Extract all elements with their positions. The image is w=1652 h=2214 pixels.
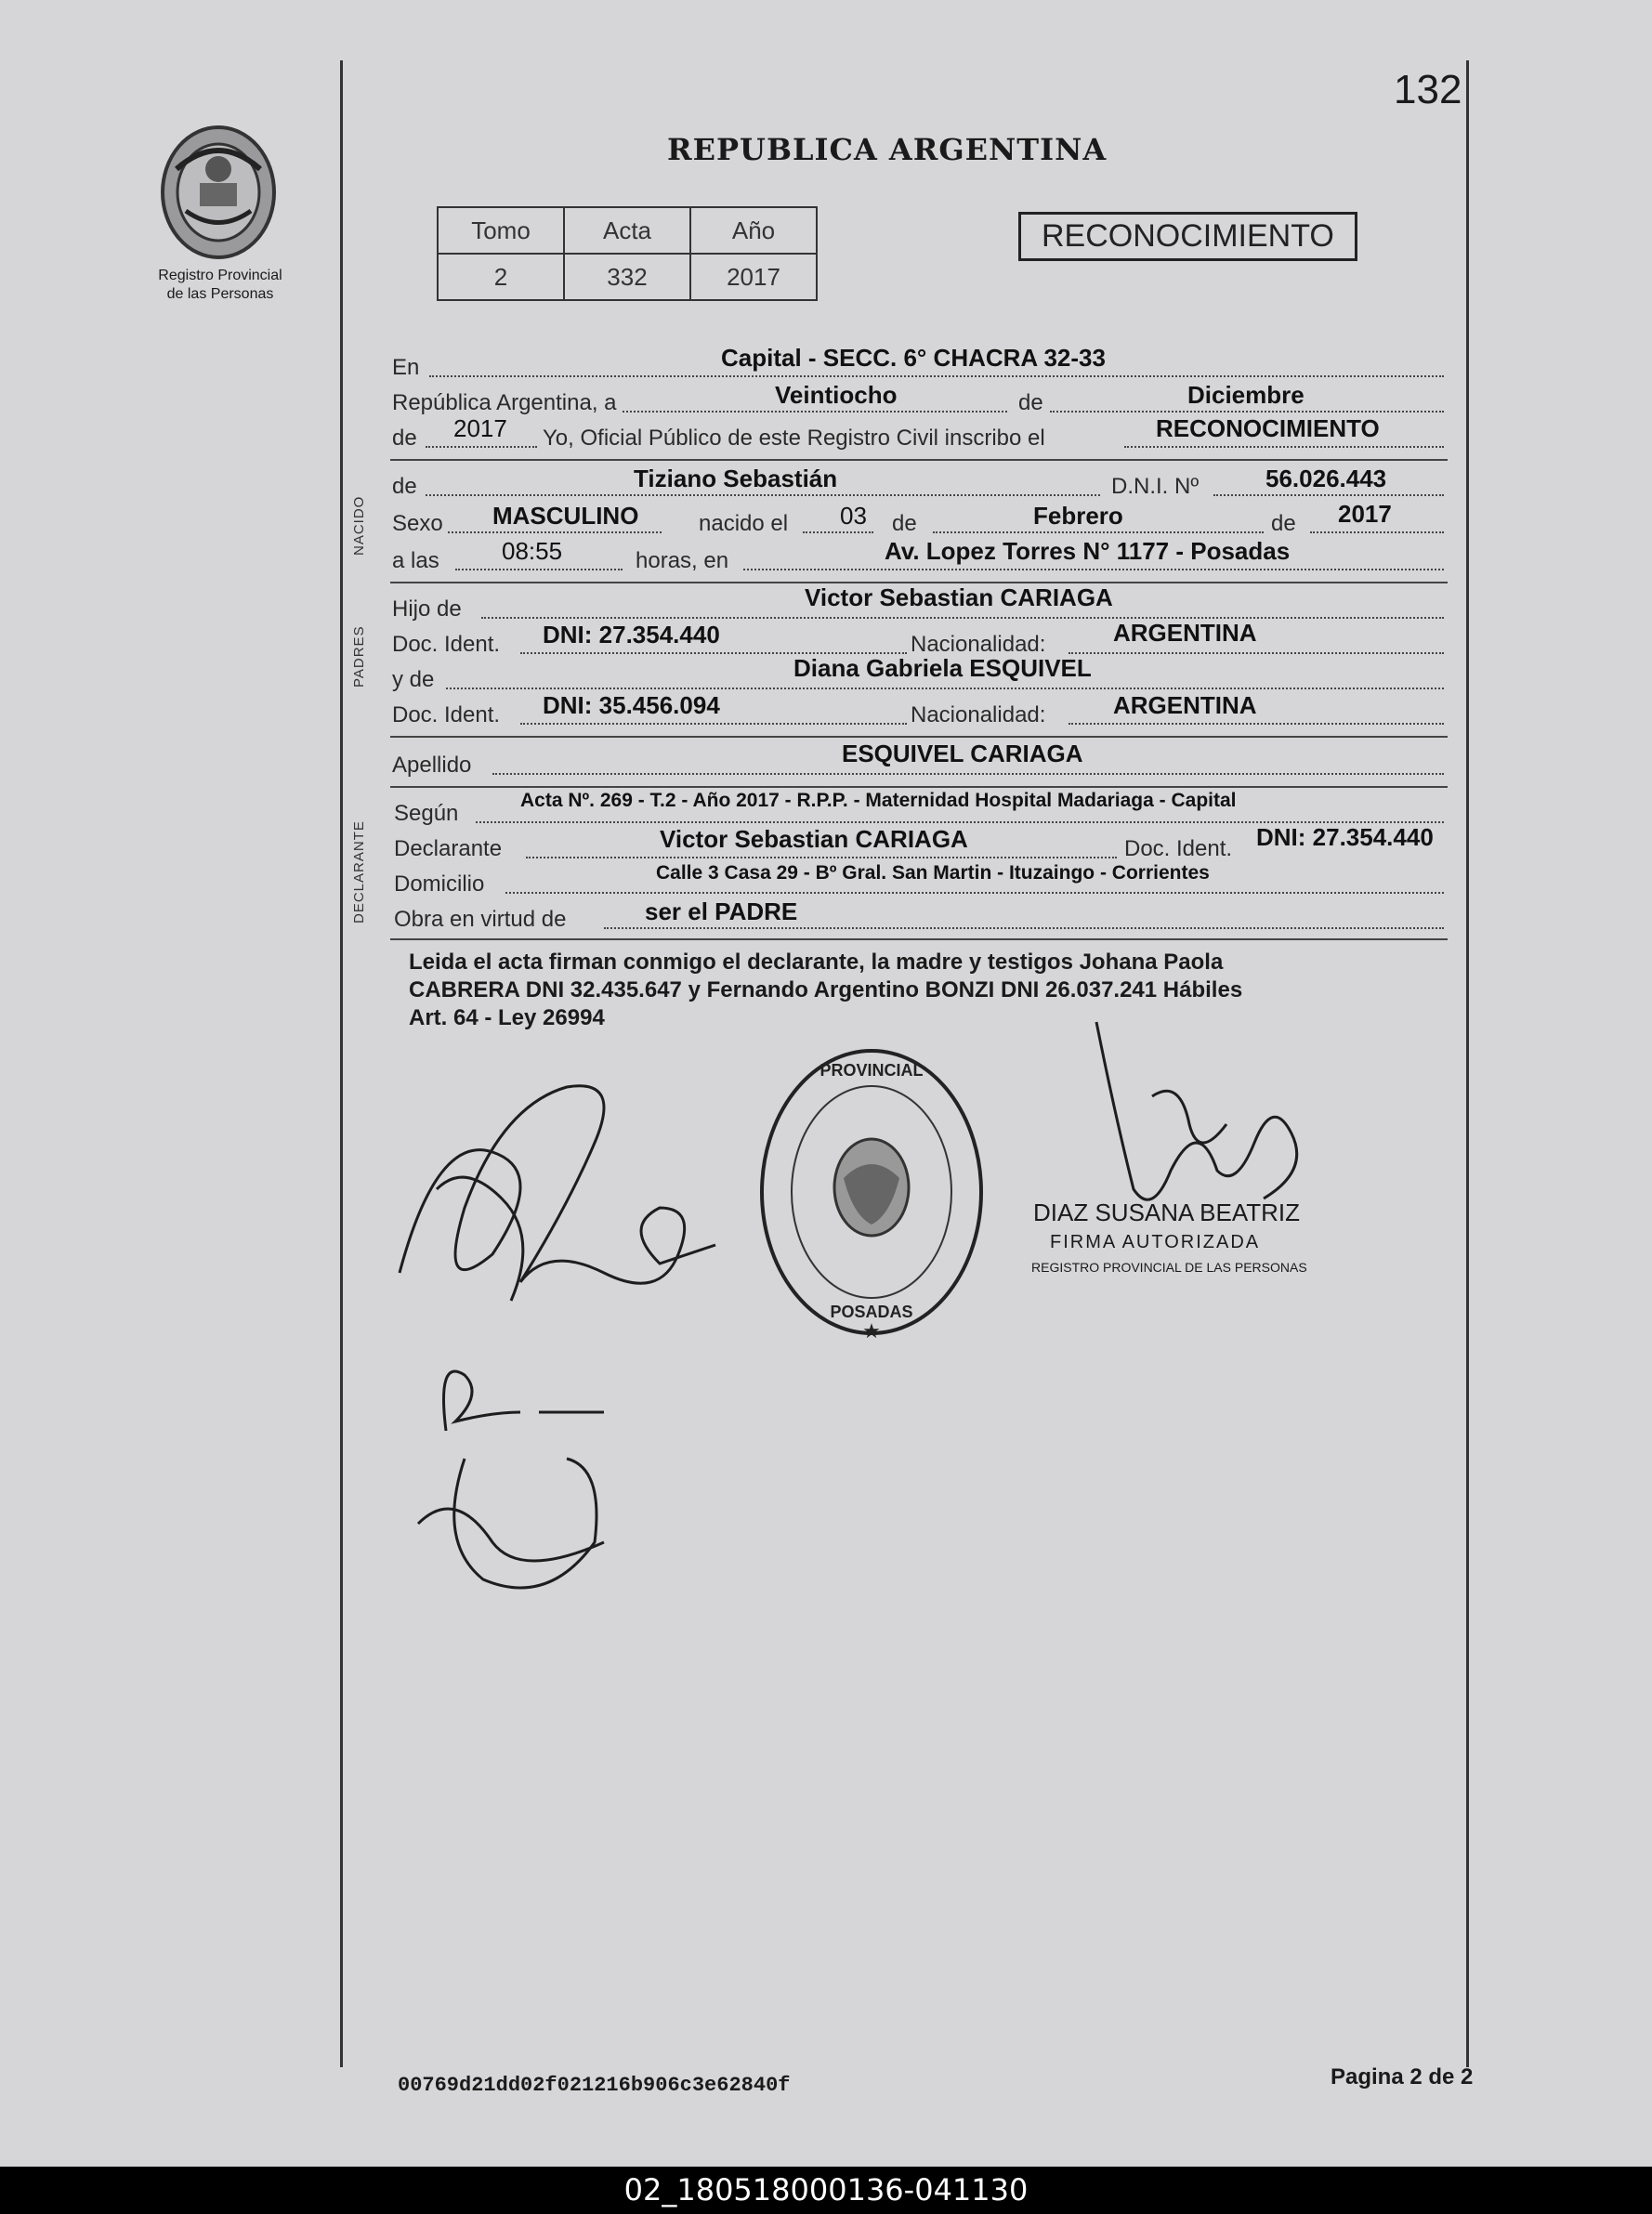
svg-text:★: ★: [862, 1319, 881, 1343]
dni-value: 56.026.443: [1265, 465, 1387, 492]
doc3-value: DNI: 27.354.440: [1256, 823, 1434, 851]
doc1-value: DNI: 27.354.440: [543, 621, 720, 648]
madre-dots: [446, 688, 1444, 689]
note-line-2: CABRERA DNI 32.435.647 y Fernando Argentino BONZI DNI 26.037.241 Hábiles: [409, 977, 1243, 1002]
en-label: En: [392, 355, 420, 380]
note-line-3: Art. 64 - Ley 26994: [409, 1005, 605, 1030]
divider-4: [390, 786, 1448, 788]
nac2-dots: [1069, 723, 1444, 725]
anio-value: 2017: [453, 414, 507, 442]
dni-dots: [1213, 494, 1444, 496]
nac-dia-value: 03: [840, 502, 867, 530]
table-header-acta: Acta: [564, 207, 690, 254]
hijo-label: Hijo de: [392, 596, 462, 622]
table-header-anio: Año: [690, 207, 817, 254]
en-dots: [429, 375, 1444, 377]
domicilio-dots: [505, 892, 1444, 894]
inscribo-label: Yo, Oficial Público de este Registro Civil inscribo el: [543, 426, 1045, 451]
segun-value: Acta Nº. 269 - T.2 - Año 2017 - R.P.P. - Maternidad Hospital Madariaga - Capital: [520, 790, 1237, 811]
section-label-padres: PADRES: [351, 625, 367, 688]
note-line-1: Leida el acta firman conmigo el declarante, la madre y testigos Johana Paola: [409, 950, 1224, 975]
coat-of-arms-icon: [149, 113, 288, 267]
divider-3: [390, 736, 1448, 738]
document-type-box: RECONOCIMIENTO: [1018, 212, 1357, 261]
left-margin-line: [340, 60, 343, 2067]
nac-dia-dots: [803, 531, 873, 533]
padre-value: Victor Sebastian CARIAGA: [805, 583, 1113, 611]
mes-dots: [1050, 411, 1444, 413]
nac2-label: Nacionalidad:: [911, 702, 1046, 727]
de5-label: de: [1271, 511, 1296, 536]
domicilio-value: Calle 3 Casa 29 - Bº Gral. San Martin - Ituzaingo - Corrientes: [656, 862, 1210, 884]
divider-5: [390, 938, 1448, 940]
logo-caption-line1: Registro Provincial: [158, 268, 282, 283]
de-label: de: [1018, 390, 1043, 415]
svg-text:POSADAS: POSADAS: [830, 1303, 913, 1321]
divider-1: [390, 459, 1448, 461]
doc1-label: Doc. Ident.: [392, 632, 501, 657]
registry-seal: [751, 1039, 992, 1345]
domicilio-label: Domicilio: [394, 871, 485, 897]
alas-label: a las: [392, 548, 439, 573]
record-table-header-row: [438, 207, 817, 254]
apellido-dots: [492, 773, 1444, 775]
inscribo-value: RECONOCIMIENTO: [1156, 414, 1380, 442]
document-hash: 00769d21dd02f021216b906c3e62840f: [398, 2074, 791, 2097]
nac-mes-dots: [933, 531, 1264, 533]
document-title: REPUBLICA ARGENTINA: [667, 132, 1108, 167]
table-value-tomo: 2: [438, 254, 564, 300]
file-id-bar: 02_180518000136-041130: [0, 2167, 1652, 2214]
declarante-signature: [381, 1022, 753, 1617]
de4-label: de: [892, 511, 917, 536]
de2-label: de: [392, 426, 417, 451]
right-margin-line: [1466, 60, 1469, 2067]
obra-value: ser el PADRE: [645, 897, 798, 925]
doc2-dots: [520, 723, 907, 725]
nac-mes-value: Febrero: [1033, 502, 1123, 530]
section-label-nacido: NACIDO: [351, 495, 367, 556]
nombre-dots: [426, 494, 1100, 496]
sexo-dots: [448, 531, 662, 533]
signatory-name: DIAZ SUSANA BEATRIZ: [1033, 1199, 1301, 1226]
republica-label: República Argentina, a: [392, 390, 617, 415]
doc3-label: Doc. Ident.: [1124, 836, 1233, 861]
table-value-acta: 332: [564, 254, 690, 300]
mes-value: Diciembre: [1187, 381, 1305, 409]
nac-anio-value: 2017: [1338, 500, 1392, 528]
signatory-org: REGISTRO PROVINCIAL DE LAS PERSONAS: [1031, 1260, 1307, 1275]
declarante-dots: [526, 857, 1117, 858]
hora-dots: [455, 569, 623, 570]
lugar-value: Av. Lopez Torres N° 1177 - Posadas: [885, 537, 1291, 565]
apellido-label: Apellido: [392, 753, 472, 778]
registry-logo: [149, 113, 288, 267]
nombre-value: Tiziano Sebastián: [634, 465, 838, 492]
yde-label: y de: [392, 667, 435, 692]
nac1-value: ARGENTINA: [1113, 619, 1257, 647]
lugar-dots: [743, 569, 1444, 570]
doc2-value: DNI: 35.456.094: [543, 691, 720, 719]
nac-anio-dots: [1310, 531, 1444, 533]
nac1-dots: [1069, 652, 1444, 654]
de3-label: de: [392, 474, 417, 499]
horas-en-label: horas, en: [636, 548, 729, 573]
nac1-label: Nacionalidad:: [911, 632, 1046, 657]
obra-label: Obra en virtud de: [394, 907, 567, 932]
inscribo-dots: [1124, 446, 1444, 448]
signatory-role: FIRMA AUTORIZADA: [1050, 1232, 1261, 1252]
section-label-declarante: DECLARANTE: [351, 820, 367, 924]
sexo-value: MASCULINO: [492, 502, 639, 530]
svg-text:PROVINCIAL: PROVINCIAL: [819, 1061, 924, 1080]
nacido-label: nacido el: [699, 511, 789, 536]
declarante-value: Victor Sebastian CARIAGA: [660, 825, 968, 853]
logo-caption-line2: de las Personas: [166, 286, 274, 302]
sexo-label: Sexo: [392, 511, 443, 536]
record-table: [437, 206, 818, 301]
doc2-label: Doc. Ident.: [392, 702, 501, 727]
nac2-value: ARGENTINA: [1113, 691, 1257, 719]
segun-label: Según: [394, 801, 459, 826]
table-header-tomo: Tomo: [438, 207, 564, 254]
declarante-label: Declarante: [394, 836, 503, 861]
page-counter: Pagina 2 de 2: [1331, 2064, 1474, 2090]
dia-value: Veintiocho: [775, 381, 898, 409]
dia-dots: [623, 411, 1007, 413]
dni-label: D.N.I. Nº: [1111, 474, 1200, 499]
page-number: 132: [1394, 67, 1462, 112]
madre-value: Diana Gabriela ESQUIVEL: [793, 654, 1092, 682]
apellido-value: ESQUIVEL CARIAGA: [842, 740, 1083, 767]
record-table-value-row: [438, 254, 817, 300]
hora-value: 08:55: [502, 537, 563, 565]
table-value-anio: 2017: [690, 254, 817, 300]
obra-dots: [604, 927, 1444, 929]
padre-dots: [481, 617, 1444, 619]
anio-dots: [426, 446, 537, 448]
en-value: Capital - SECC. 6° CHACRA 32-33: [721, 344, 1106, 372]
